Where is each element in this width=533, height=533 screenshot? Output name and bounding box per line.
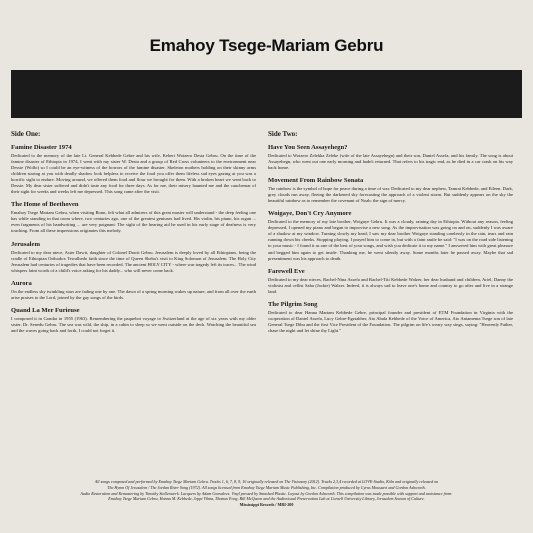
black-banner <box>11 70 522 118</box>
song-entry <box>268 268 513 295</box>
song-notes: Dedicated to the memory of the late Lt. General Kebbede Gebre and his wife, Kebert Woizero Desta Gebru. On the time of the famine disaster of Ethiopia in 1974, I went with my sister W. Desta and a group of Red Cross volunteers to the environment near Dessie (Wollo) so I could be an eye-witness of the horrors of the famine disaster. Skeleton mothers holding on their skinny arms children staring at you with deadly shadow look helpless to receive the food you offer them lifeless sad eyes gazing at you was a horrific sight to endure. Moving around, we offered them food and flour we brought for them. With a broken heart we went back to Dessie. My dear sister suffered and didn't taste any food for three days. As for me, their misery haunted me and the cauchemar of their sight for weeks and weeks left me depressed. This song came after the visit. <box>11 153 256 195</box>
song-title: Quand La Mer Furieuse <box>11 306 80 314</box>
song-entry <box>11 144 256 195</box>
song-notes: Emahoy Tsege Mariam Gebru, when visiting Bonn, felt what all admirers of this great master will understand - the deep feeling one has while standing in that room where, two centuries ago, one of the greatest geniuses had lived. His violin, his piano, his organ ... even fragments of his handwriting ... are very poignant. The sight of the hearing aid he used in his early stage of deafness is very touching. From all these impressions originates this melody. <box>11 210 256 234</box>
song-title: Woigaye, Don't Cry Anymore <box>268 210 352 218</box>
side-one-column <box>11 130 256 340</box>
song-title: Famine Disaster 1974 <box>11 144 72 151</box>
song-notes: On the endless sky twinkling stars are fading one by one. The dawn of a spring morning wakes up nature, and from all over the earth arise praises to the Lord, joined by the gay songs of the birds. <box>11 288 256 300</box>
song-entry <box>11 307 256 334</box>
song-entry <box>268 301 513 334</box>
song-notes: Dedicated to dear Hanna Mariam Kebbede Gebre, principal founder and president of ETM Foundation in Virginia with the cooperation of Daniel Assefa, Lucy Gebre-Egziabher, Ato Abala Kebbede of the Voice of America, Ato Antamenta Tsege son of late General Tsege Dibu and the first Vice President of the Foundation. The pilgrim on life's weary way sings, saying: "Heavenly Father, chase the night and let shine thy Light." <box>268 309 513 333</box>
song-entry <box>268 177 513 204</box>
side-two-column <box>268 130 513 340</box>
song-title: Jerusalem <box>11 240 40 248</box>
song-entry <box>268 210 513 261</box>
credits-line: Audio Restoration and Remastering by Timothy Stollenwerk. Lacquers by Adam Gonsalves. Vinyl pressed by Smashed Plastic. Layout by Gordon Ashworth. This compilation was made possible with support and assistance from: <box>80 490 453 496</box>
side-one-label: Side One: <box>11 130 41 138</box>
credits-line: The Hymn Of Jerusalem / The Jordan River Song (1972). All songs licensed from Emahoy Tsege Mariam Music Publishing, Inc. Compilation produced by Cyrus Moussavi and Gordon Ashworth. <box>107 484 426 490</box>
song-entry <box>268 144 513 171</box>
song-title: Aurora <box>11 279 32 287</box>
song-notes: Dedicated to Woizero Zelekka Zeleke (wife of the late Assayehegn) and their son, Daniel Assefa, and his family. The song is about Assayehegn, who went out one early morning and hadn't returned. That refers to his tragic end, as he died in a car crash on his way back home. <box>268 153 513 171</box>
song-title: Have You Seen Assayehegn? <box>268 144 348 151</box>
song-entry <box>11 201 256 234</box>
song-entry <box>11 280 256 301</box>
song-title: The Home of Beethoven <box>11 201 79 209</box>
song-notes: Dedicated to the memory of my late brother, Woigaye Gebru. It was a cloudy, raining day in Ethiopia. Without any reason, feeling depressed, I opened my piano and began to improvise a new song. As the improvisation was going on and on, suddenly I was aware of a shadow at my window. Turning slowly my head, I saw my dear brother Woigaye standing carelessly in the rain, tears and rain running down his cheeks. Stopping playing, I prayed him to come in, but with a faint smile he said: "I was on the road side listening to your music - I found it as one of the best of your songs, and wish you dedicate it to my name." I answered him with great pleasure and begged him again to get inside. Thanking me, he went silently away. Some months later he passed away. Maybe that sad presentiment was his approach to death. <box>268 219 513 261</box>
song-title: Movement From Rainbow Sonata <box>268 177 364 185</box>
song-notes: The rainbow is the symbol of hope for peace during a time of war. Dedicated to my dear nephew, Tamrat Kebbede, and Eileen. Dark, grey clouds run away, fleeing the darkened sky forecasting the approach of a violent storm. But suddenly appears on the sky the beautiful rainbow as to remember the covenant of Noah: the sign of mercy. <box>268 186 513 204</box>
song-title: The Pilgrim Song <box>268 300 318 308</box>
song-notes: Dedicated to my dear nieces, Rachel-Nina Assefa and Rachel-Titi Kebbede Walzer, her dear husband and children, Ariel, Danny the violinist and cellist Saba (Jackie) Walzer. Indeed, it is always sad to leave one's home and country to go after and live in a strange land. <box>268 276 513 294</box>
artist-title: Emahoy Tsege-Mariam Gebru <box>149 36 384 55</box>
song-title: Farewell Eve <box>268 267 305 275</box>
song-notes: Dedicated to my dear niece, Aster Dawit, daughter of Colonel Dawit Gebru. Jerusalem is deeply loved by all Ethiopians, being the cradle of Ethiopian Orthodox Tewalhedo faith since the time of Queen Sheba's visit to King Solomon of Jerusalem. The Holy City Jerusalem had centuries of tragedies that have been recorded. The ancient HOLY CITY - where war tragedy left its traces... The wind whispers faint words of a child's voice asking for his daddy... who will never come back. <box>11 249 256 273</box>
side-two-label: Side Two: <box>268 130 298 138</box>
credits-line: All songs composed and performed by Emahoy Tsege Mariam Gebru. Tracks 1, 6, 7, 8, 9, 10 originally released on The Visionary (2012). Tracks 2,3,4 recorded at LOVE-Studio, Köln and originally released on <box>94 479 439 484</box>
song-entry <box>11 241 256 274</box>
song-notes: I composed it in Gondar in 1955 (1963). Remembering the paquebot voyage to Switzerland at the age of six years with my older sister, Dr. Senedu Gebru. The sea was wild, the ship, in a cabin to sleep so we went outside on the deck. Watching the beautiful sea and the waves going back and forth, I could not forget it. <box>11 315 256 333</box>
credits-line: Emahoy Tsege Mariam Gebru, Hanna M. Kebbede, Jeppi Vilma, Thomas Feng, Bill McQueen and the Audiovisual Preservation Lab at Cornell University Library, Jerusalem Season of Culture. <box>108 496 425 502</box>
credits-block <box>14 479 519 508</box>
record-label-catalog: Mississippi Records / MRI-200 <box>239 502 294 508</box>
